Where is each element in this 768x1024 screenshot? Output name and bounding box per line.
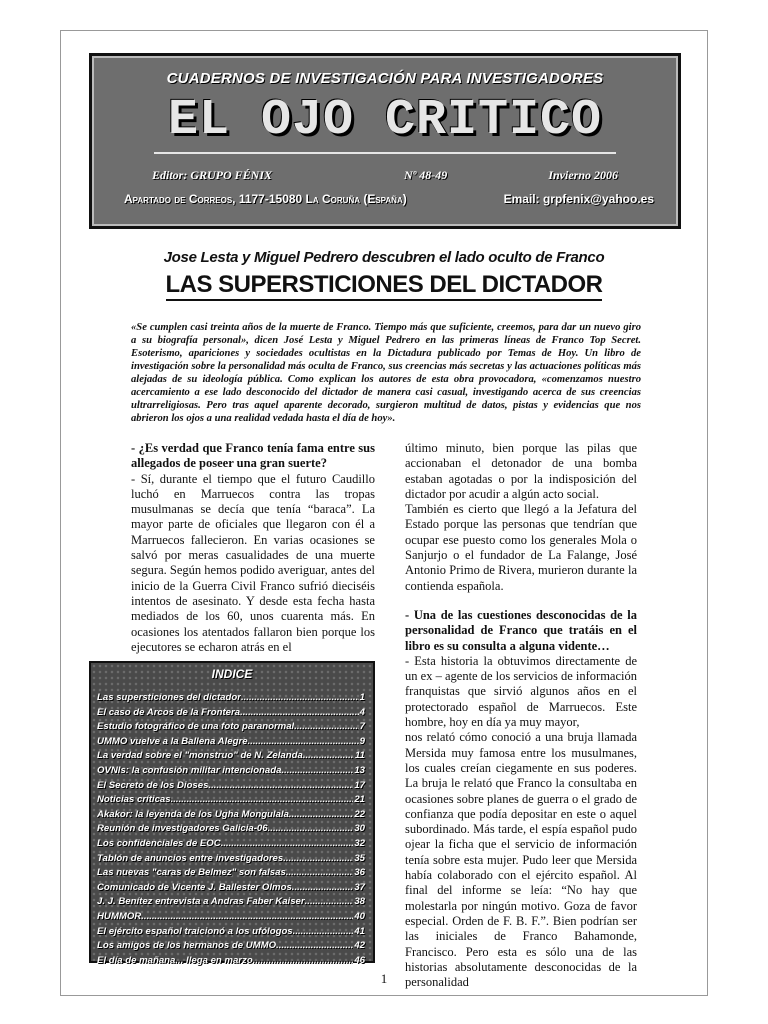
- index-entry-page: 21: [354, 794, 365, 806]
- index-entry-title: Los amigos de los hermanos de UMMO: [97, 940, 277, 952]
- index-entry-page: 22: [354, 808, 365, 820]
- index-entry: [97, 881, 365, 896]
- index-box: [89, 661, 375, 966]
- index-entry-page: 38: [354, 896, 365, 908]
- index-entry-leader: [208, 779, 353, 794]
- page-number: 1: [380, 971, 388, 986]
- masthead: [89, 53, 681, 229]
- index-entry-title: UMMO vuelve a la Ballena Alegre: [97, 735, 248, 747]
- index-entry-title: Reunión de investigadores Galicia-06: [97, 823, 268, 835]
- left-question: - ¿Es verdad que Franco tenía fama entre sus allegados de poseer una gran suerte?: [131, 441, 375, 471]
- index-entry: [97, 779, 365, 794]
- index-entry-title: Las nuevas "caras de Belmez" son falsas: [97, 867, 286, 879]
- index-entry-leader: [253, 954, 354, 969]
- index-entry: [97, 895, 365, 910]
- masthead-subtitle: CUADERNOS DE INVESTIGACIÓN PARA INVESTIGADORES: [166, 70, 604, 87]
- index-entry-leader: [293, 925, 354, 940]
- index-entry-title: OVNIs: la confusión militar intencionada: [97, 764, 282, 776]
- left-answer: - Sí, durante el tiempo que el futuro Caudillo luchó en Marruecos contra las tropas musulmanas se decía que tenía “baraca”. La mayor parte de oficiales que llegaron con él a Marruecos fallecieron. En varias ocasiones se salvó por meras casualidades de una muerte segura. Según hemos podido averiguar, antes del inicio de la Guerra Civil Franco sufrió dieciséis intentos de asesinato. Y desde esta fecha hasta mediados de los 60, unos cuarenta más. En ocasiones los atentados fallaron bien porque los ejecutores se echaron atrás en el: [131, 471, 375, 654]
- index-entry-leader: [276, 939, 353, 954]
- index-entry: [97, 837, 365, 852]
- left-column: [131, 441, 375, 655]
- right-paragraph-2: También es cierto que llegó a la Jefatura del Estado porque las personas que tendrían que ocupar ese puesto como los generales Mola o Sanjurjo o el fundador de La Falange, José Antonio Primo de Rivera, murieron durante la contienda española.: [405, 502, 637, 593]
- index-entry-leader: [289, 808, 353, 823]
- index-entry-leader: [221, 837, 354, 852]
- index-entry: [97, 749, 365, 764]
- index-entry: [97, 720, 365, 735]
- right-paragraph-1: último minuto, bien porque las pilas que accionaban el detonador de una bomba estaban agotadas o por la indisposición del dictador por acudir a algún acto social.: [405, 441, 637, 501]
- index-entry-leader: [268, 822, 354, 837]
- index-entry-leader: [248, 735, 359, 750]
- index-entry-leader: [281, 764, 353, 779]
- index-entry-title: El ejército español traicionó a los ufólogos: [97, 925, 293, 937]
- article-kicker: Jose Lesta y Miguel Pedrero descubren el lado oculto de Franco: [163, 249, 605, 266]
- index-entry-page: 1: [359, 692, 365, 703]
- index-entry-title: La verdad sobre el "monstruo" de N. Zelanda: [97, 750, 303, 762]
- right-answer-a: - Esta historia la obtuvimos directamente de un ex – agente de los servicios de información franquistas que sirvió algunos años en el protectorado español de Marruecos. Este hombre, hoy en día ya muy mayor,: [405, 653, 637, 730]
- index-entry-title: Las supersticiones del dictador: [97, 692, 241, 703]
- masthead-editor: Editor: GRUPO FÉNIX: [152, 168, 273, 182]
- index-entry-page: 41: [354, 925, 365, 937]
- index-entry-title: El día de mañana... llega en marzo: [97, 954, 253, 966]
- right-question: - Una de las cuestiones desconocidas de la personalidad de Franco que tratáis en el libro es su consulta a alguna vidente…: [405, 607, 637, 653]
- index-entry-page: 17: [354, 779, 365, 791]
- index-entry-leader: [283, 852, 353, 867]
- index-entry-title: El Secreto de los Dioses: [97, 779, 209, 791]
- index-entry: [97, 793, 365, 808]
- index-entry-leader: [294, 720, 358, 735]
- index-entry-title: Estudio fotográfico de una foto paranormal: [97, 721, 295, 733]
- index-entry: [97, 764, 365, 779]
- index-entry: [97, 706, 365, 721]
- article-headline-text: LAS SUPERSTICIONES DEL DICTADOR: [166, 271, 603, 301]
- right-column: [405, 441, 637, 990]
- masthead-issue: Nº 48-49: [404, 168, 448, 182]
- index-entry-leader: [286, 866, 354, 881]
- index-entry-leader: [240, 706, 359, 721]
- index-entry-leader: [141, 910, 353, 925]
- index-entry-page: 7: [359, 721, 365, 733]
- index-entry-title: Akakor: la leyenda de los Ugha Mongulala: [97, 808, 289, 820]
- index-entry: [97, 691, 365, 706]
- article-lead: «Se cumplen casi treinta años de la muerte de Franco. Tiempo más que suficiente, creemos, para dar un nuevo giro a su biografía personal», dicen José Lesta y Miguel Pedrero en las primeras líneas de Franco Top Secret. Esoterismo, apariciones y sociedades ocultistas en la Dictadura publicado por Temas de Hoy. Un libro de investigación sobre la personalidad más oculta de Franco, sus creencias más secretas y las actuaciones políticas más alejadas de su ideología pública. Como explican los autores de esta obra provocadora, «comenzamos nuestro acercamiento a ese lado desconocido del dictador de manera casi casual, investigando acerca de sus creencias ultrarreligiosas. Pero tras aquel aparente decorado, surgieron multitud de datos, pistas y evidencias que nos abrieron los ojos a una realidad vedada hasta el día de hoy».: [131, 322, 641, 424]
- index-entry-page: 40: [354, 910, 365, 922]
- index-entry: [97, 808, 365, 823]
- index-entry: [97, 954, 365, 969]
- index-entry: [97, 822, 365, 837]
- index-title: INDICE: [211, 667, 253, 681]
- page: [60, 30, 708, 996]
- masthead-rule: [154, 152, 616, 154]
- masthead-address: Apartado de Correos, 1177-15080 La Coruña (España): [124, 192, 407, 206]
- right-answer-b: nos relató cómo conoció a una bruja llamada Mersida muy famosa entre los musulmanes, los cuales creían ciegamente en sus poderes. La bruja le relató que Franco la consultaba en ocasiones sobre planes de guerra o el grado de confianza que podía depositar en este o aquel subordinado. Más tarde, el espía español pudo ojear la ficha que el servicio de información tenía sobre esta mujer. Pudo leer que Mersida había colaborado con el ejército español. Al final del informe se leía: “No hay que molestarla por ningún motivo. Goza de favor especial. Orden de F. B. F.”. Bien podrían ser las iniciales de Franco Bahamonde, Francisco. Pero esta es sólo una de las historias absolutamente desconocidas de la personalidad: [405, 730, 637, 990]
- index-entry-page: 32: [354, 837, 365, 849]
- index-entry-title: Tablón de anuncios entre investigadores: [97, 852, 284, 864]
- index-entry: [97, 939, 365, 954]
- index-entry: [97, 925, 365, 940]
- masthead-email: Email: grpfenix@yahoo.es: [503, 192, 654, 206]
- index-list: [97, 691, 365, 968]
- index-entry-page: 4: [359, 706, 365, 718]
- index-entry-leader: [303, 749, 354, 764]
- index-entry-title: J. J. Benítez entrevista a Andras Faber Kaiser: [97, 896, 305, 908]
- index-entry-page: 36: [354, 867, 365, 879]
- index-entry-page: 13: [354, 764, 365, 776]
- index-entry-title: Los confidenciales de EOC: [97, 837, 221, 849]
- index-entry-page: 11: [355, 750, 365, 762]
- index-entry-page: 9: [359, 735, 365, 747]
- index-entry-page: 37: [354, 881, 365, 893]
- index-entry-page: 42: [354, 940, 365, 952]
- index-entry-page: 30: [354, 823, 365, 835]
- index-entry-page: 35: [354, 852, 365, 864]
- article-headline: [61, 271, 707, 299]
- index-entry: [97, 866, 365, 881]
- index-entry: [97, 910, 365, 925]
- index-entry-leader: [171, 793, 354, 808]
- index-entry-title: El caso de Arcos de la Frontera: [97, 706, 241, 718]
- index-entry-leader: [241, 691, 359, 706]
- paragraph-gap: [405, 594, 637, 608]
- index-entry-leader: [305, 895, 354, 910]
- index-entry: [97, 735, 365, 750]
- index-entry: [97, 852, 365, 867]
- index-entry-leader: [292, 881, 354, 896]
- index-entry-page: 46: [354, 954, 365, 966]
- masthead-title: EL OJO CRITICO: [167, 92, 603, 149]
- masthead-season: Invierno 2006: [548, 168, 618, 182]
- index-entry-title: Noticias críticas: [97, 794, 171, 806]
- index-entry-title: Comunicado de Vicente J. Ballester Olmos: [97, 881, 292, 893]
- index-entry-title: HUMMOR: [97, 910, 142, 922]
